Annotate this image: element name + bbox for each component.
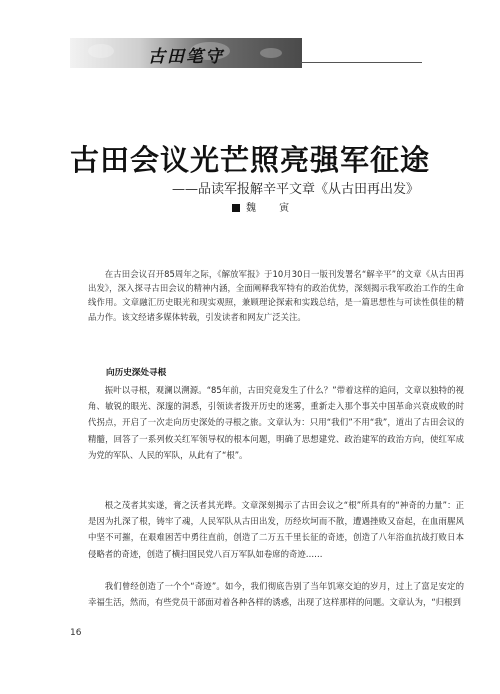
abstract: 在古田会议召开85周年之际，《解放军报》于10月30日一版刊发署名“解辛平”的文章《从古田再出发》，深入探寻古田会议的精神内涵，全面阐释我军特有的政治优势，深刻揭示我军政治工作的生命线作用。文章融汇历史眼光和现实观照，兼顾理论探索和实践总结，是一篇思想性与可读性俱佳的精品力作。该文经诸多媒体转载，引发读者和网友广泛关注。 xyxy=(88,269,464,322)
author-name: 魏 寅 xyxy=(246,203,300,214)
article-title: 古田会议光芒照亮强军征途 xyxy=(69,143,430,177)
article-subtitle: ——品读军报解辛平文章《从古田再出发》 xyxy=(172,182,420,197)
body-paragraph: 根之茂者其实遂，膏之沃者其光晔。文章深刻揭示了古田会议之“根”所具有的“神奇的力量”：正是因为扎深了根，铸牢了魂，人民军队从古田出发，历经坎坷而不散，遭遇挫败又奋起，在血雨腥风中坚不可摧，在艰难困苦中勇往直前，创造了二万五千里长征的奇迹，创造了八年浴血抗战打败日本侵略者的奇迹，创造了横扫国民党八百万军队如卷席的奇迹…… xyxy=(88,500,464,559)
square-bullet-icon xyxy=(232,204,240,212)
page-number: 16 xyxy=(70,628,82,638)
section-heading: 向历史深处寻根 xyxy=(106,368,167,378)
body-paragraph: 振叶以寻根，观澜以溯源。“85年前，古田究竟发生了什么？”带着这样的追问，文章以独特的视角、敏锐的眼光、深邃的洞悉，引领读者拨开历史的迷雾，重新走入那个事关中国革命兴衰成败的时代拐点，开启了一次走向历史深处的寻根之旅。文章认为：只用“我们”不用“我”，道出了古田会议的精髓，回答了一系列攸关红军领导权的根本问题，明确了思想建党、政治建军的政治方向，使红军成为党的军队、人民的军队，从此有了“根”。 xyxy=(88,385,464,460)
author-line xyxy=(232,199,299,214)
header-rule xyxy=(300,62,422,63)
column-title: 古田笔守 xyxy=(148,47,224,67)
body-paragraph: 我们曾经创造了一个个“奇迹”。如今，我们彻底告别了当年饥寒交迫的岁月，过上了富足安定的幸福生活，然而，有些党员干部面对着各种各样的诱惑，出现了这样那样的问题。文章认为，“归根到 xyxy=(88,581,464,608)
